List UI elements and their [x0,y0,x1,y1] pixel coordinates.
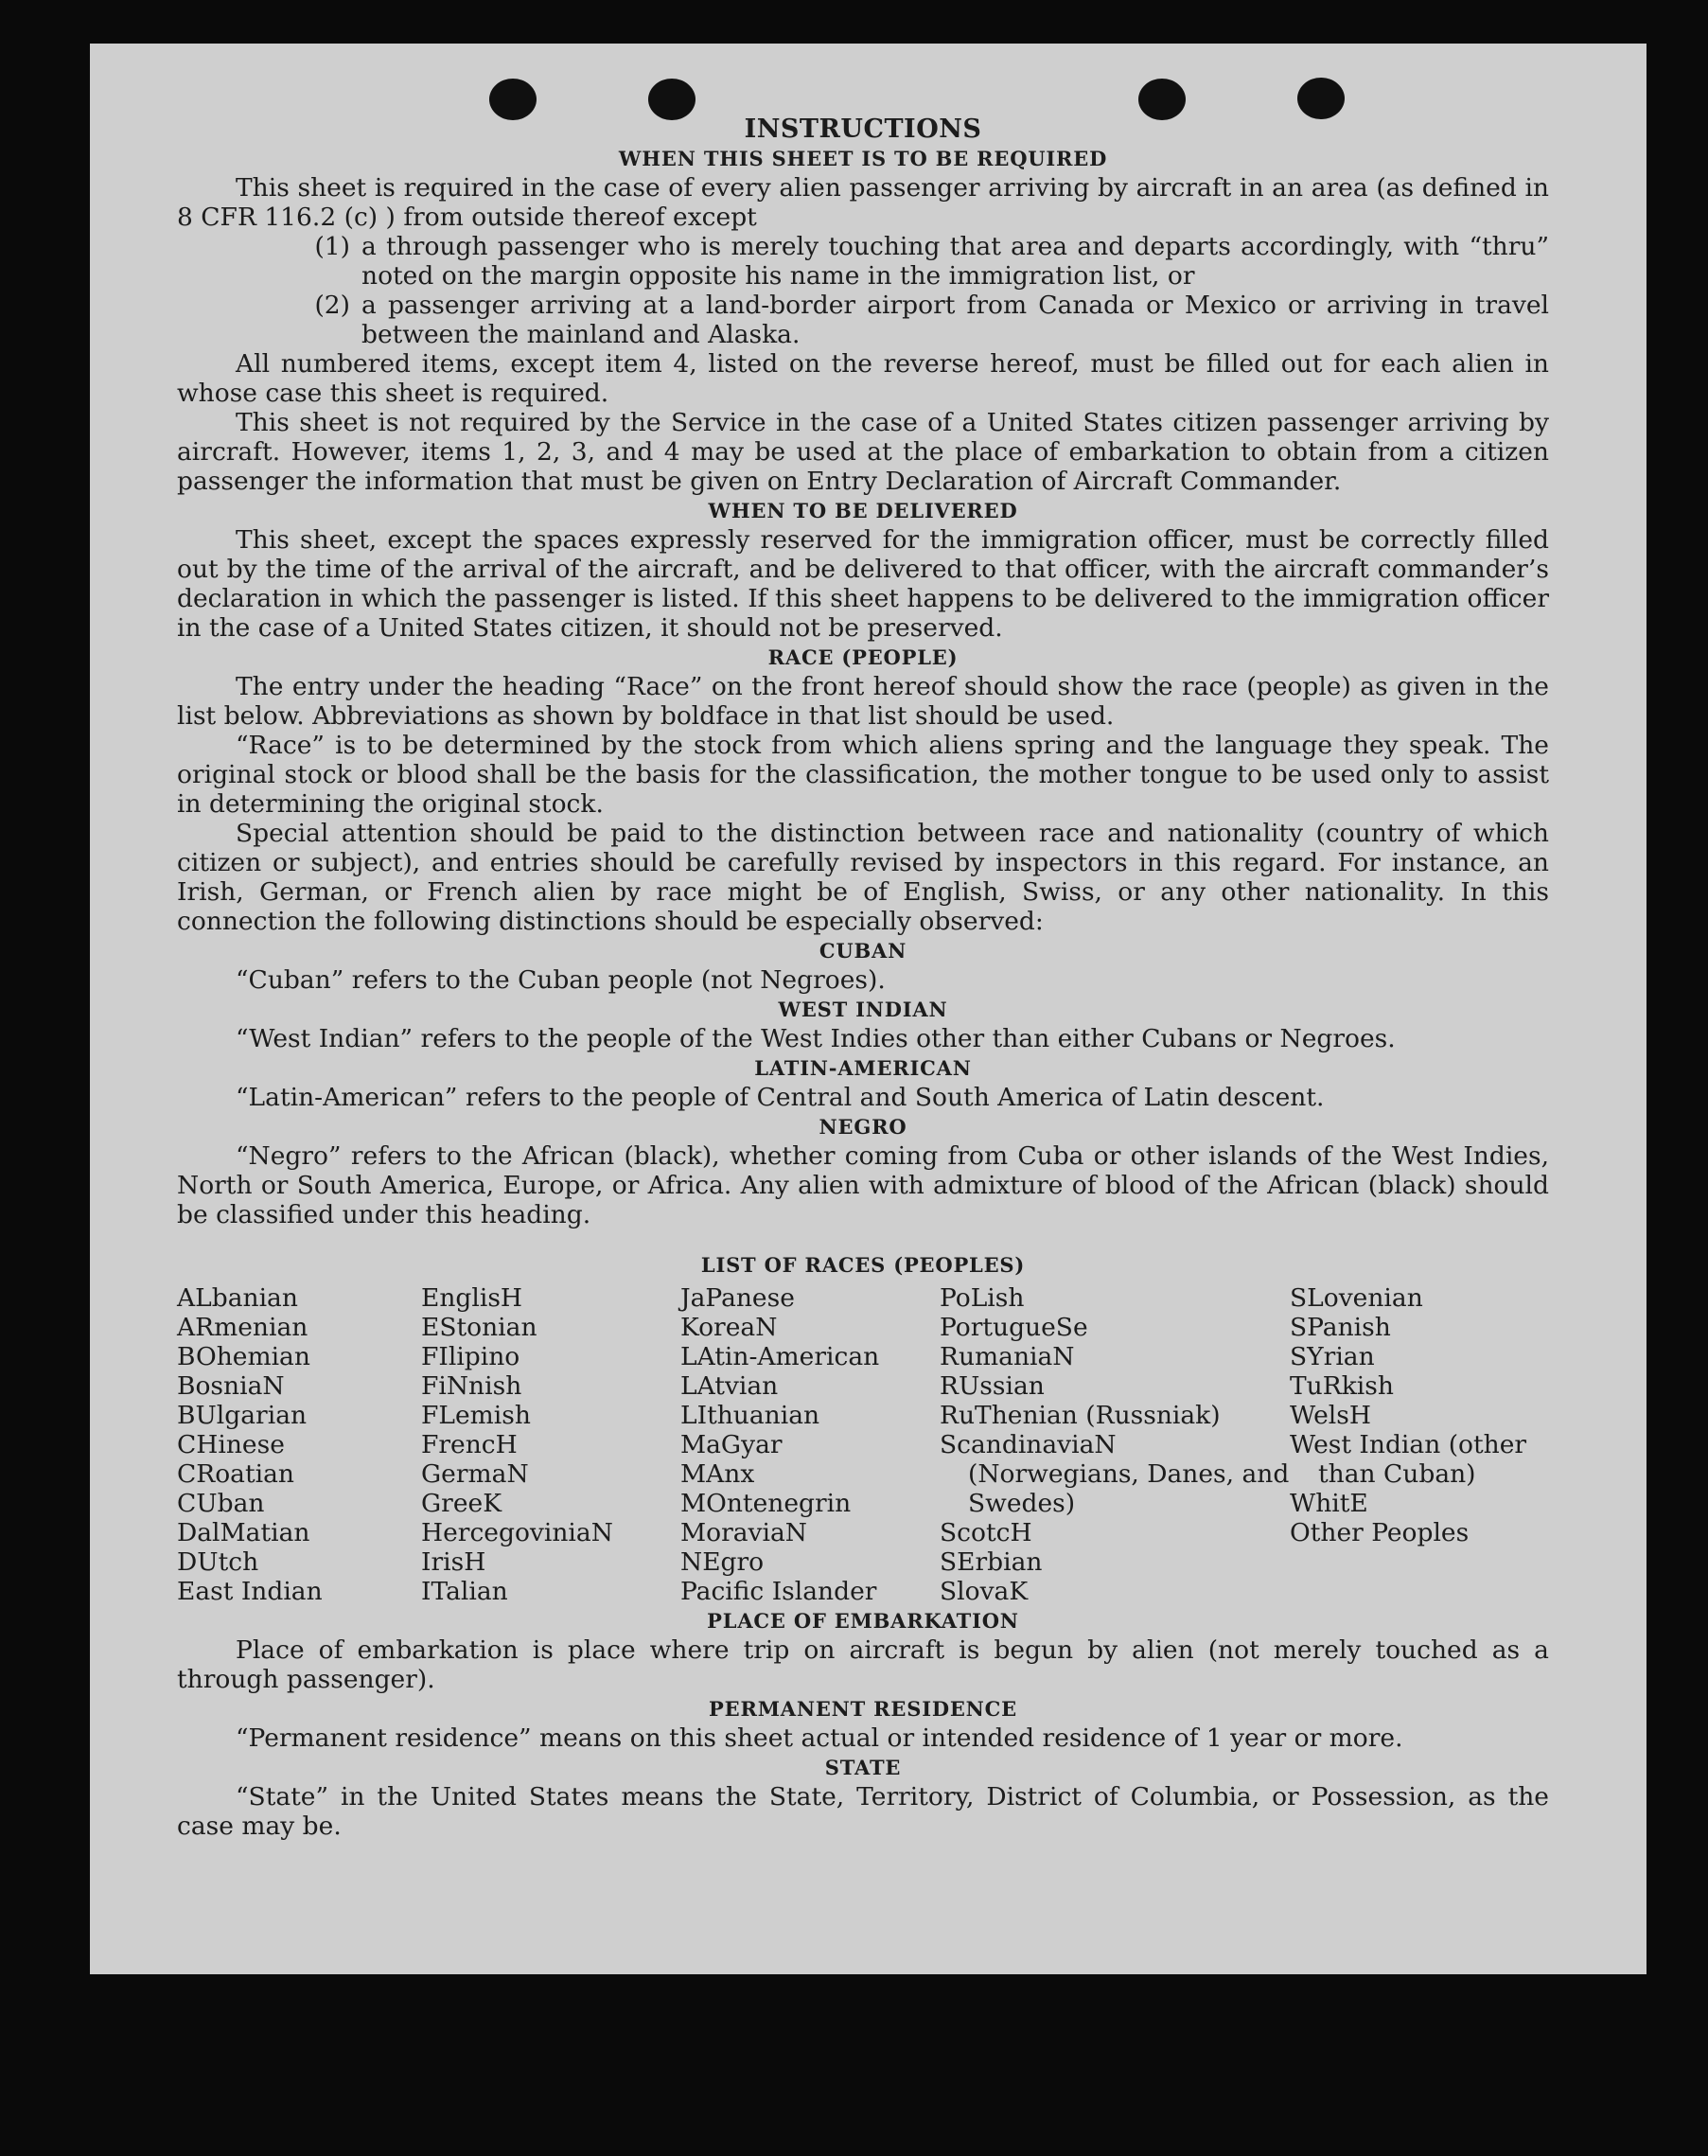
paragraph: “Cuban” refers to the Cuban people (not Negroes). [236,965,886,995]
race-entry: BosniaN [177,1371,285,1401]
section-heading: WHEN TO BE DELIVERED [708,499,1018,522]
list-item [177,291,1549,349]
race-entry: JaPanese [680,1283,795,1313]
races-column [680,1283,940,1606]
race-entry: GreeK [421,1489,502,1518]
race-entry: RumaniaN [940,1342,1075,1371]
race-entry: DalMatian [177,1518,310,1547]
item-text: a passenger arriving at a land-border airport from Canada or Mexico or arriving in travel between the mainland and Alaska. [361,291,1549,349]
race-entry: ARmenian [177,1313,308,1342]
race-entry: SPanish [1290,1313,1391,1342]
races-column [177,1283,421,1606]
paragraph: This sheet is not required by the Service in the case of a United States citizen passenger arriving by aircraft. However, items 1, 2, 3, and 4 may be used at the place of embarkation to obtain from a citizen passenger the information that must be given on Entry Declaration of Aircraft Commander. [177,408,1549,496]
paragraph: “West Indian” refers to the people of the West Indies other than either Cubans or Negroes. [236,1024,1396,1053]
section-heading: STATE [824,1756,902,1779]
paragraph: “State” in the United States means the State, Territory, District of Columbia, or Possession, as the case may be. [177,1782,1549,1841]
race-entry: MaGyar [680,1430,783,1459]
race-entry: CRoatian [177,1459,294,1489]
paragraph: This sheet, except the spaces expressly reserved for the immigration officer, must be correctly filled out by the time of the arrival of the aircraft, and be delivered to that officer, with the aircraft commander’s declaration in which the passenger is listed. If this sheet happens to be delivered to the immigration officer in the case of a United States citizen, it should not be preserved. [177,525,1549,643]
race-entry: FLemish [421,1401,531,1430]
race-entry: HercegoviniaN [421,1518,613,1547]
paragraph: “Race” is to be determined by the stock from which aliens spring and the language they speak. The original stock or blood shall be the basis for the classification, the mother tongue to be used only to assist in determining the original stock. [177,731,1549,819]
race-entry: Other Peoples [1290,1518,1470,1547]
race-entry: EStonian [421,1313,537,1342]
race-entry: FiNnish [421,1371,522,1401]
race-entry: EnglisH [421,1283,523,1313]
paragraph: “Latin-American” refers to the people of Central and South America of Latin descent. [236,1083,1325,1112]
section-heading: NEGRO [819,1115,907,1139]
race-entry: East Indian [177,1577,323,1606]
race-entry: LIthuanian [680,1401,820,1430]
race-entry: NEgro [680,1547,765,1577]
race-entry: MOntenegrin [680,1489,852,1518]
race-entry: WelsH [1290,1401,1371,1430]
race-entry: PortugueSe [940,1313,1088,1342]
race-entry: SYrian [1290,1342,1375,1371]
race-entry: ITalian [421,1577,508,1606]
paragraph: Place of embarkation is place where trip on aircraft is begun by alien (not merely touched as a through passenger). [177,1635,1549,1694]
race-entry: LAtvian [680,1371,779,1401]
section-heading: PLACE OF EMBARKATION [707,1609,1019,1633]
race-entry: Pacific Islander [680,1577,877,1606]
section-heading: WEST INDIAN [778,998,948,1021]
race-entry: WhitE [1290,1489,1368,1518]
section-heading: LATIN-AMERICAN [754,1056,972,1080]
race-entry: FrencH [421,1430,518,1459]
item-number: (2) [314,291,350,320]
race-entry: CHinese [177,1430,285,1459]
section-heading: PERMANENT RESIDENCE [709,1697,1017,1721]
race-entry: IrisH [421,1547,486,1577]
race-entry: KoreaN [680,1313,778,1342]
race-entry: MoraviaN [680,1518,807,1547]
races-column [1290,1283,1549,1606]
race-entry: ScotcH [940,1518,1032,1547]
race-entry: TuRkish [1290,1371,1394,1401]
item-number: (1) [314,232,350,261]
paragraph: “Permanent residence” means on this sheet actual or intended residence of 1 year or more. [236,1723,1403,1753]
list-item [177,232,1549,291]
section-heading: LIST OF RACES (PEOPLES) [700,1253,1026,1277]
race-entry: LAtin-American [680,1342,880,1371]
section-heading: WHEN THIS SHEET IS TO BE REQUIRED [618,147,1108,170]
section-heading: RACE (PEOPLE) [767,645,959,669]
paragraph: The entry under the heading “Race” on the front hereof should show the race (people) as given in the list below. Abbreviations as shown by boldface in that list should be used. [177,672,1549,731]
race-entry: BUlgarian [177,1401,308,1430]
race-entry: BOhemian [177,1342,310,1371]
race-entry: West Indian (other than Cuban) [1290,1430,1535,1489]
race-entry: CUban [177,1489,265,1518]
paragraph: Special attention should be paid to the distinction between race and nationality (country of which citizen or subject), and entries should be carefully revised by inspectors in this regard. For instance, an Irish, German, or French alien by race might be of English, Swiss, or any other nationality. In this connection the following distinctions should be especially observed: [177,819,1549,936]
race-entry: MAnx [680,1459,755,1489]
paragraph: All numbered items, except item 4, listed on the reverse hereof, must be filled out for each alien in whose case this sheet is required. [177,349,1549,408]
paragraph: “Negro” refers to the African (black), whether coming from Cuba or other islands of the West Indies, North or South America, Europe, or Africa. Any alien with admixture of blood of the African (black) should be classified under this heading. [177,1141,1549,1229]
item-text: a through passenger who is merely touching that area and departs accordingly, with “thru” noted on the margin opposite his name in the immigration list, or [361,232,1549,291]
race-entry: SlovaK [940,1577,1029,1606]
race-entry: FIlipino [421,1342,520,1371]
page-title: INSTRUCTIONS [744,115,982,144]
race-entry: SLovenian [1290,1283,1423,1313]
paragraph: This sheet is required in the case of every alien passenger arriving by aircraft in an area (as defined in 8 CFR 116.2 (c) ) from outside thereof except [177,173,1549,232]
race-entry: PoLish [940,1283,1025,1313]
races-column [940,1283,1297,1606]
race-entry: ScandinaviaN (Norwegians, Danes, and Swedes) [940,1430,1297,1518]
race-entry: SErbian [940,1547,1043,1577]
section-heading: CUBAN [819,939,907,963]
race-entry: RuThenian (Russniak) [940,1401,1221,1430]
race-entry: DUtch [177,1547,259,1577]
race-entry: GermaN [421,1459,529,1489]
instructions-body [177,115,1549,1841]
document-sheet [90,44,1646,1974]
races-list [177,1283,1549,1606]
punch-hole [1297,78,1345,119]
races-column [421,1283,680,1606]
race-entry: ALbanian [177,1283,298,1313]
race-entry: RUssian [940,1371,1045,1401]
